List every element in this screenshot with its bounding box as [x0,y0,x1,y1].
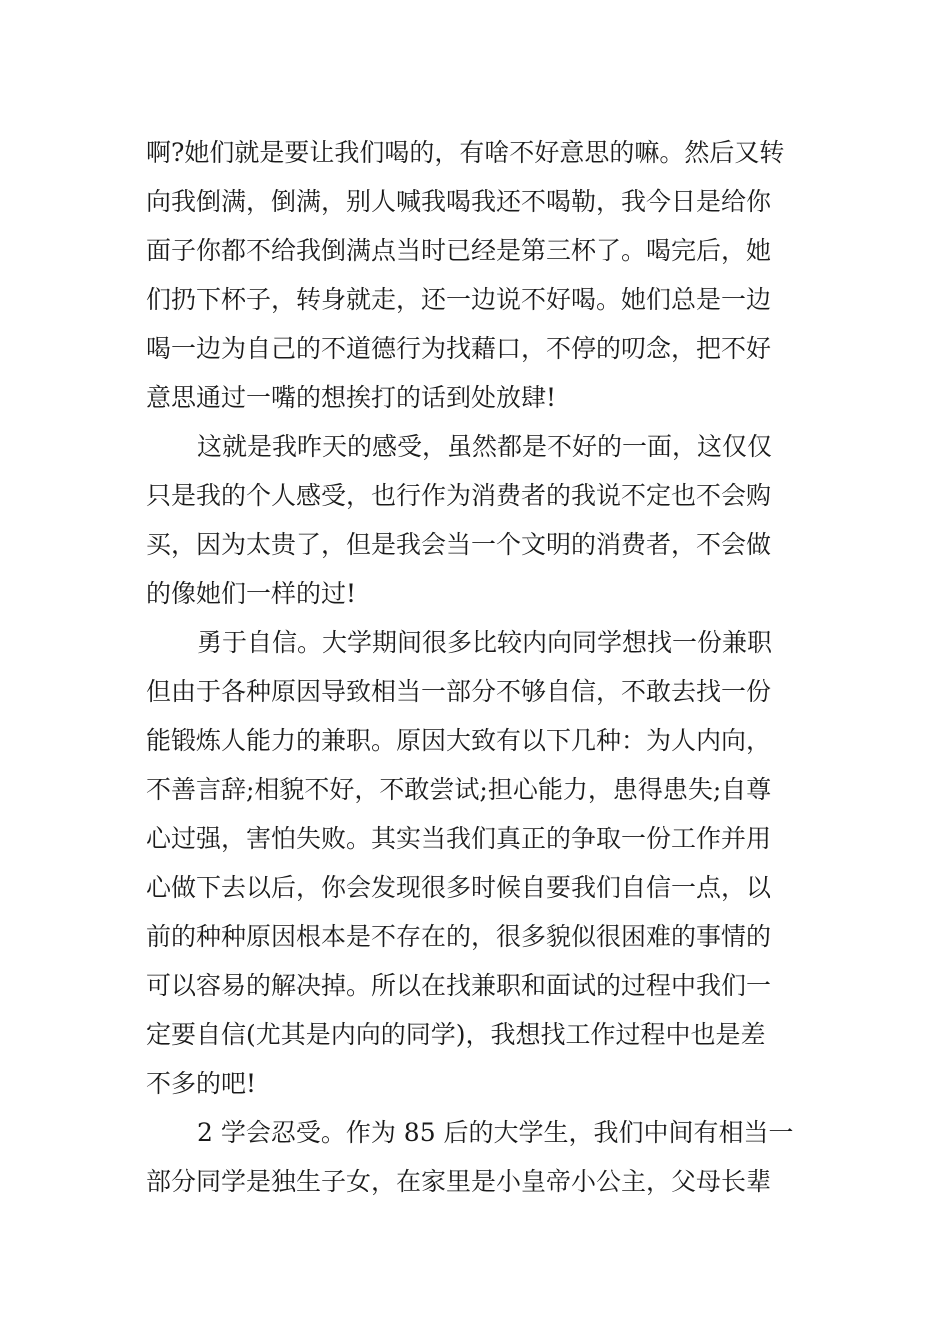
text-line: 心过强，害怕失败。其实当我们真正的争取一份工作并用 [146,824,772,853]
text-line: 这就是我昨天的感受，虽然都是不好的一面，这仅仅 [197,432,773,461]
text-line: 2 学会忍受。作为 85 后的大学生，我们中间有相当一 [197,1118,794,1147]
text-line: 只是我的个人感受，也行作为消费者的我说不定也不会购 [146,481,772,510]
text-line: 喝一边为自己的不道德行为找藉口，不停的叨念，把不好 [146,334,772,363]
text-line: 买，因为太贵了，但是我会当一个文明的消费者，不会做 [146,530,772,559]
paragraph-1 [146,128,806,422]
text-line: 们扔下杯子，转身就走，还一边说不好喝。她们总是一边 [146,285,772,314]
text-line: 啊?她们就是要让我们喝的，有啥不好意思的嘛。然后又转 [146,138,785,167]
text-line: 心做下去以后，你会发现很多时候自要我们自信一点，以 [146,873,772,902]
text-line: 不多的吧! [146,1069,257,1098]
text-line: 勇于自信。大学期间很多比较内向同学想找一份兼职 [197,628,773,657]
text-line: 但由于各种原因导致相当一部分不够自信，不敢去找一份 [146,677,772,706]
text-line: 的像她们一样的过! [146,579,357,608]
document-body [146,128,806,1206]
text-line: 意思通过一嘴的想挨打的话到处放肆! [146,383,557,412]
text-line: 面子你都不给我倒满点当时已经是第三杯了。喝完后，她 [146,236,772,265]
text-line: 前的种种原因根本是不存在的，很多貌似很困难的事情的 [146,922,772,951]
text-line: 向我倒满，倒满，别人喊我喝我还不喝勒，我今日是给你 [146,187,772,216]
text-line: 可以容易的解决掉。所以在找兼职和面试的过程中我们一 [146,971,772,1000]
paragraph-3 [146,618,806,1108]
text-line: 定要自信(尤其是内向的同学)，我想找工作过程中也是差 [146,1020,766,1049]
text-line: 部分同学是独生子女，在家里是小皇帝小公主，父母长辈 [146,1167,772,1196]
paragraph-4 [146,1108,806,1206]
text-line: 能锻炼人能力的兼职。原因大致有以下几种：为人内向， [146,726,772,755]
text-line: 不善言辞;相貌不好，不敢尝试;担心能力，患得患失;自尊 [146,775,772,804]
paragraph-2 [146,422,806,618]
